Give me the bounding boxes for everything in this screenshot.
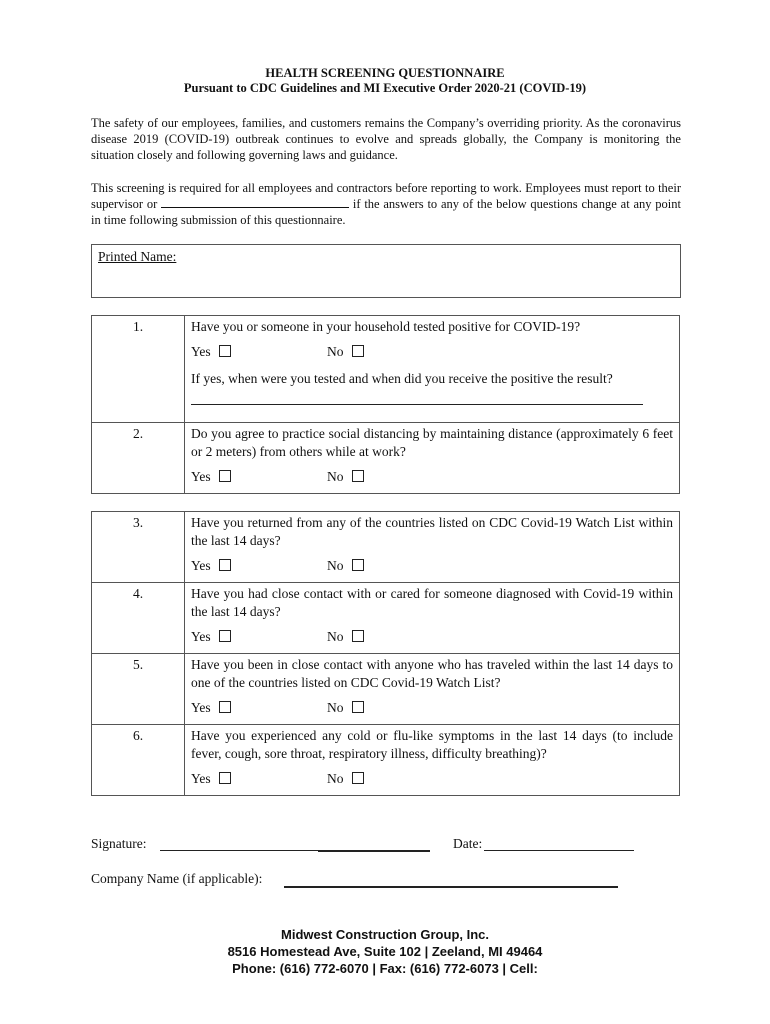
question-row-5 xyxy=(92,654,680,725)
no-checkbox[interactable] xyxy=(352,772,364,784)
yes-label: Yes xyxy=(191,700,211,715)
question-row-3 xyxy=(92,512,680,583)
question-number: 2. xyxy=(92,423,185,494)
question-number: 3. xyxy=(92,512,185,583)
yes-checkbox[interactable] xyxy=(219,559,231,571)
yes-checkbox[interactable] xyxy=(219,630,231,642)
question-text: Have you experienced any cold or flu-like symptoms in the last 14 days (to include fever, cough, sore throat, respiratory illness, difficulty breathing)? xyxy=(191,728,673,761)
yes-label: Yes xyxy=(191,469,211,484)
instructions-text-end: if the answers to any of the below questions change at any point in time following submission of this questionnaire. xyxy=(91,197,681,227)
company-name-line[interactable] xyxy=(284,886,618,888)
question-followup: If yes, when were you tested and when did you receive the positive the result? xyxy=(191,371,613,386)
question-number: 4. xyxy=(92,583,185,654)
no-checkbox[interactable] xyxy=(352,701,364,713)
yes-no-options xyxy=(191,628,673,646)
questions-table-1 xyxy=(91,315,680,494)
date-label: Date: xyxy=(453,836,483,851)
followup-answer-line[interactable] xyxy=(191,404,643,405)
no-label: No xyxy=(327,700,344,715)
question-row-1 xyxy=(92,316,680,423)
no-label: No xyxy=(327,344,344,359)
yes-no-options xyxy=(191,699,673,717)
no-label: No xyxy=(327,771,344,786)
question-row-2 xyxy=(92,423,680,494)
question-text: Have you had close contact with or cared for someone diagnosed with Covid-19 within the last 14 days? xyxy=(191,586,673,619)
no-label: No xyxy=(327,558,344,573)
yes-label: Yes xyxy=(191,771,211,786)
question-text: Have you been in close contact with anyone who has traveled within the last 14 days to one of the countries listed on CDC Covid-19 Watch List? xyxy=(191,657,673,690)
question-row-4 xyxy=(92,583,680,654)
question-text: Have you returned from any of the countries listed on CDC Covid-19 Watch List within the last 14 days? xyxy=(191,515,673,548)
instructions-paragraph xyxy=(91,180,681,228)
question-text: Do you agree to practice social distancing by maintaining distance (approximately 6 feet or 2 meters) from others while at work? xyxy=(191,426,673,459)
no-label: No xyxy=(327,469,344,484)
document-subtitle: Pursuant to CDC Guidelines and MI Executive Order 2020-21 (COVID-19) xyxy=(183,81,587,95)
signature-line-bold xyxy=(318,850,430,852)
yes-no-options xyxy=(191,468,673,486)
supervisor-blank xyxy=(161,196,349,208)
no-label: No xyxy=(327,629,344,644)
instructions-text-start: This screening is required for all employees and contractors before reporting to work. Employees must report to their supervisor or xyxy=(91,181,681,211)
yes-label: Yes xyxy=(191,344,211,359)
intro-paragraph: The safety of our employees, families, and customers remains the Company’s overriding priority. As the coronavirus disease 2019 (COVID-19) outbreak continues to evolve and spreads globally, the Company is monitoring the situation closely and following governing laws and guidance. xyxy=(91,116,681,162)
footer-contact: Phone: (616) 772-6070 | Fax: (616) 772-6073 | Cell: xyxy=(232,961,538,976)
yes-no-options xyxy=(191,770,673,788)
no-checkbox[interactable] xyxy=(352,345,364,357)
no-checkbox[interactable] xyxy=(352,470,364,482)
yes-checkbox[interactable] xyxy=(219,772,231,784)
questions-table-2 xyxy=(91,511,680,796)
footer-address: 8516 Homestead Ave, Suite 102 | Zeeland, MI 49464 xyxy=(227,944,543,959)
printed-name-field[interactable] xyxy=(91,244,681,298)
signature-label: Signature: xyxy=(91,836,147,851)
yes-checkbox[interactable] xyxy=(219,470,231,482)
yes-no-options xyxy=(191,557,673,575)
yes-checkbox[interactable] xyxy=(219,701,231,713)
no-checkbox[interactable] xyxy=(352,630,364,642)
question-text: Have you or someone in your household tested positive for COVID-19? xyxy=(191,319,581,334)
document-title: HEALTH SCREENING QUESTIONNAIRE xyxy=(265,66,505,80)
company-name-label: Company Name (if applicable): xyxy=(91,871,263,886)
yes-checkbox[interactable] xyxy=(219,345,231,357)
date-line[interactable] xyxy=(484,850,634,851)
printed-name-label: Printed Name: xyxy=(98,249,177,264)
question-number: 6. xyxy=(92,725,185,796)
no-checkbox[interactable] xyxy=(352,559,364,571)
footer-company: Midwest Construction Group, Inc. xyxy=(281,927,489,942)
question-row-6 xyxy=(92,725,680,796)
yes-label: Yes xyxy=(191,558,211,573)
question-number: 1. xyxy=(92,316,185,423)
yes-label: Yes xyxy=(191,629,211,644)
question-number: 5. xyxy=(92,654,185,725)
yes-no-options xyxy=(191,343,673,361)
